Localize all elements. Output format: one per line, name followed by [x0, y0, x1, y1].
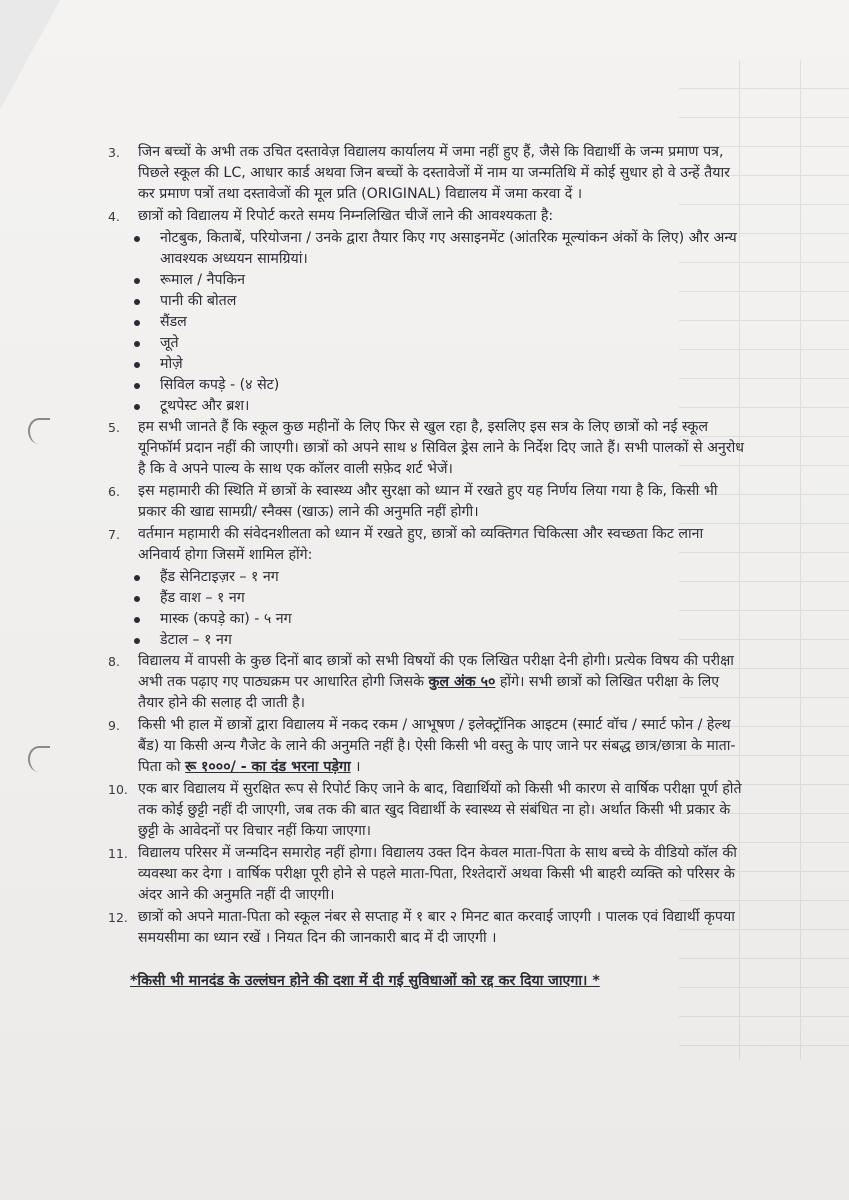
- list-item: डेटाल – १ नग: [134, 630, 748, 651]
- list-item: रूमाल / नैपकिन: [134, 270, 748, 291]
- list-item: मोज़े: [134, 354, 748, 375]
- list-item: पानी की बोतल: [134, 291, 748, 312]
- notice-item-3: [108, 142, 748, 205]
- punch-hole-bottom: [28, 746, 50, 772]
- item-text-post: होंगे। सभी छात्रों को लिखित परीक्षा के लिए तैयार होने की सलाह दी जाती है।: [138, 674, 720, 711]
- list-item: नोटबुक, किताबें, परियोजना / उनके द्वारा तैयार किए गए असाइनमेंट (आंतरिक मूल्यांकन अंकों के लिए) और अन्य आवश्यक अध्ययन सामग्रियां।: [134, 228, 748, 270]
- item-text: जिन बच्चों के अभी तक उचित दस्तावेज़ विद्यालय कार्यालय में जमा नहीं हुए हैं, जैसे कि विद्यार्थी के जन्म प्रमाण पत्र, पिछले स्कूल की LC, आधार कार्ड अथवा जिन बच्चों के दस्तावेजों में नाम या जन्मतिथि में कोई सुधार हो वे उन्हें तैयार कर प्रमाण पत्रों तथा दस्तावेजों की मूल प्रति (ORIGINAL) विद्यालय में जमा करवा दें ।: [138, 144, 730, 202]
- notice-item-8: [108, 651, 748, 714]
- item-number: 5.: [108, 420, 120, 435]
- item-number: 11.: [108, 846, 128, 861]
- notice-item-10: [108, 779, 748, 842]
- item-number: 6.: [108, 484, 120, 499]
- item-text-pre: विद्यालय में वापसी के कुछ दिनों बाद छात्रों को सभी विषयों की एक लिखित परीक्षा देनी होगी। प्रत्येक विषय की परीक्षा अभी तक पढ़ाए गए पाठ्यक्रम पर आधारित होगी जिसके: [138, 653, 734, 690]
- item-text: हम सभी जानते हैं कि स्कूल कुछ महीनों के लिए फिर से खुल रहा है, इसलिए इस सत्र के लिए छात्रों को नई स्कूल यूनिफॉर्म प्रदान नहीं की जाएगी। छात्रों को अपने साथ ४ सिविल ड्रेस लाने के निर्देश दिए जाते हैं। सभी पालकों से अनुरोध है कि वे अपने पाल्य के साथ एक कॉलर वाली सफ़ेद शर्ट भेजें।: [138, 419, 744, 477]
- page-corner-fold: [0, 0, 60, 110]
- notice-item-4: [108, 206, 748, 227]
- item-text: वर्तमान महामारी की संवेदनशीलता को ध्यान में रखते हुए, छात्रों को व्यक्तिगत चिकित्सा और स्वच्छता किट लाना अनिवार्य होगा जिसमें शामिल होंगे:: [138, 526, 704, 563]
- item-number: 10.: [108, 782, 128, 797]
- item-number: 8.: [108, 654, 120, 669]
- item-number: 9.: [108, 718, 120, 733]
- item-text: छात्रों को विद्यालय में रिपोर्ट करते समय निम्नलिखित चीजें लाने की आवश्यकता है:: [138, 208, 554, 224]
- list-item: मास्क (कपड़े का) - ५ नग: [134, 609, 748, 630]
- notice-item-7: [108, 524, 748, 566]
- item-text: विद्यालय परिसर में जन्मदिन समारोह नहीं होगा। विद्यालय उक्त दिन केवल माता-पिता के साथ बच्चे के वीडियो कॉल की व्यवस्था कर देगा । वार्षिक परीक्षा पूरी होने से पहले माता-पिता, रिश्तेदारों अथवा किसी भी बाहरी व्यक्ति को परिसर के अंदर आने की अनुमति नहीं दी जाएगी।: [138, 845, 737, 903]
- footer-warning-note: *किसी भी मानदंड के उल्लंघन होने की दशा में दी गई सुविधाओं को रद्द कर दिया जाएगा। *: [130, 973, 600, 989]
- list-item: जूते: [134, 333, 748, 354]
- list-item: हैंड सेनिटाइज़र – १ नग: [134, 567, 748, 588]
- item-number: 4.: [108, 209, 120, 224]
- list-item: हैंड वाश – १ नग: [134, 588, 748, 609]
- notice-item-11: [108, 843, 748, 906]
- notice-content: [108, 142, 748, 992]
- item-number: 12.: [108, 910, 128, 925]
- notice-item-12: [108, 907, 748, 949]
- item-text: छात्रों को अपने माता-पिता को स्कूल नंबर से सप्ताह में १ बार २ मिनट बात करवाई जाएगी । पालक एवं विद्यार्थी कृपया समयसीमा का ध्यान रखें । नियत दिन की जानकारी बाद में दी जाएगी ।: [138, 909, 735, 946]
- item-text: एक बार विद्यालय में सुरक्षित रूप से रिपोर्ट किए जाने के बाद, विद्यार्थियों को किसी भी कारण से वार्षिक परीक्षा पूर्ण होते तक कोई छुट्टी नहीं दी जाएगी, जब तक की बात खुद विद्यार्थी के स्वास्थ्य से संबंधित ना हो। अर्थात किसी भी प्रकार के छुट्टी के आवेदनों पर विचार नहीं किया जाएगा।: [138, 781, 742, 839]
- list-item: टूथपेस्ट और ब्रश।: [134, 396, 748, 417]
- list-item: सिविल कपड़े - (४ सेट): [134, 375, 748, 396]
- punch-hole-top: [28, 418, 50, 444]
- penalty-emphasis: रू १०००/ - का दंड भरना पड़ेगा: [185, 759, 351, 775]
- item-number: 7.: [108, 527, 120, 542]
- item-text: इस महामारी की स्थिति में छात्रों के स्वास्थ्य और सुरक्षा को ध्यान में रखते हुए यह निर्णय लिया गया है कि, किसी भी प्रकार की खाद्य सामग्री/ स्नैक्स (खाऊ) लाने की अनुमति नहीं होगी।: [138, 483, 718, 520]
- list-item: सैंडल: [134, 312, 748, 333]
- hygiene-kit-list: [108, 567, 748, 651]
- required-items-list: [108, 228, 748, 417]
- item-number: 3.: [108, 145, 120, 160]
- notice-item-5: [108, 417, 748, 480]
- item-text-pre: किसी भी हाल में छात्रों द्वारा विद्यालय में नकद रकम / आभूषण / इलेक्ट्रॉनिक आइटम (स्मार्ट वॉच / स्मार्ट फोन / हेल्थ बैंड) या किसी अन्य गैजेट के लाने की अनुमति नहीं है। ऐसी किसी भी वस्तु के पाए जाने पर संबद्ध छात्र/छात्रा के माता-पिता को: [138, 717, 736, 775]
- notice-item-9: [108, 715, 748, 778]
- total-marks-emphasis: कुल अंक ५०: [428, 674, 496, 690]
- item-text-post: ।: [350, 759, 361, 775]
- notice-item-6: [108, 481, 748, 523]
